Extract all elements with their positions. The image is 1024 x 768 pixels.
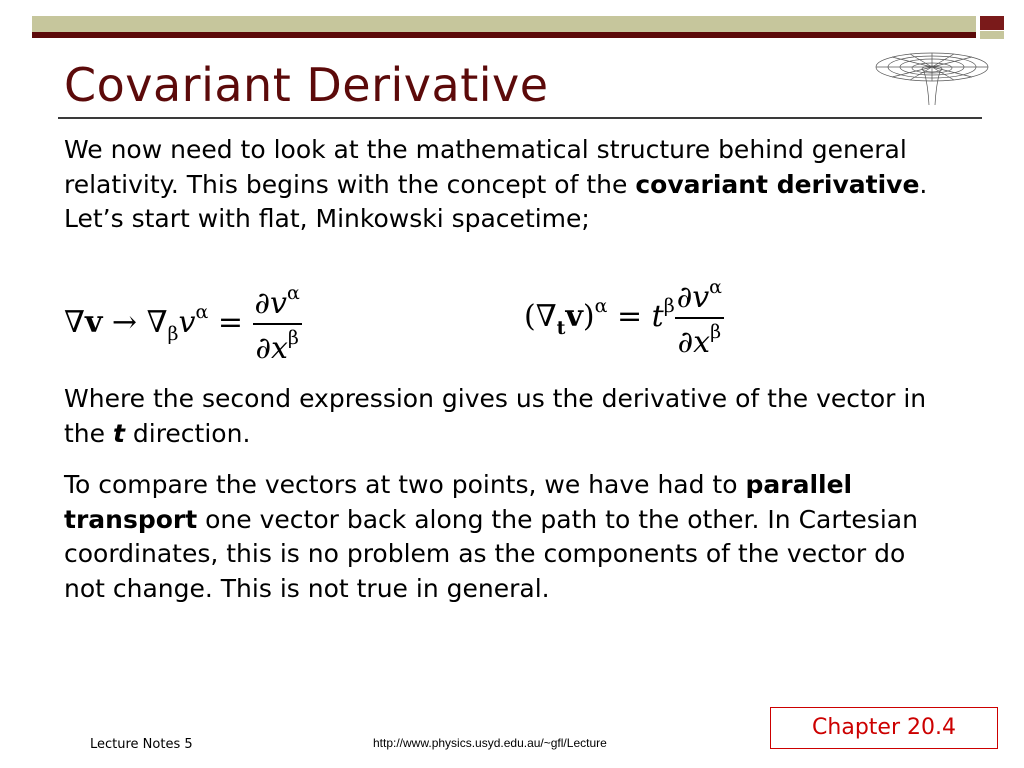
eq1-equals: = — [208, 305, 253, 340]
eq2-close: ) — [582, 299, 595, 334]
explanation-text-end: direction. — [124, 418, 251, 448]
eq1-fraction — [253, 282, 302, 366]
parallel-transport-paragraph — [64, 468, 944, 606]
term-parallel-transport: parallel transport — [64, 470, 853, 534]
slide-title: Covariant Derivative — [64, 58, 549, 112]
corner-square-light — [980, 31, 1004, 39]
corner-square-dark — [980, 16, 1004, 30]
chapter-reference-box: Chapter 20.4 — [770, 707, 998, 749]
eq2-equals-t: = t — [607, 299, 664, 334]
footer-url[interactable]: http://www.physics.usyd.edu.au/~gfl/Lecture — [373, 736, 607, 750]
footer-lecture-label: Lecture Notes 5 — [90, 737, 193, 752]
intro-text-start: We now need to look at the mathematical structure behind general relativity. This begins with the concept of the — [64, 135, 907, 199]
eq1-numerator: $\partial v^\alpha$ — [253, 282, 302, 325]
eq1-sup-alpha: α — [195, 301, 209, 323]
eq1-v: v — [178, 305, 196, 340]
equation-directional-derivative — [524, 276, 724, 360]
title-divider — [58, 117, 982, 119]
eq2-sub-t: t — [556, 317, 566, 339]
eq2-denominator: $\partial x^\beta$ — [677, 321, 722, 360]
eq2-sup-alpha: α — [594, 295, 608, 317]
eq2-t-sup-beta: β — [663, 295, 675, 317]
eq1-denominator: $\partial x^\beta$ — [255, 327, 299, 366]
eq1-nabla: ∇ — [64, 305, 85, 340]
term-t-direction: t — [112, 418, 125, 448]
eq1-vector-v: v — [84, 305, 103, 340]
transport-text-start: To compare the vectors at two points, we have had to — [64, 470, 746, 499]
transport-text-end: one vector back along the path to the other. In Cartesian coordinates, this is no problem as the components of the vector do not change. This is not true in general. — [64, 504, 918, 603]
term-covariant-derivative: covariant derivative — [635, 169, 920, 199]
eq2-open: (∇ — [524, 299, 557, 334]
intro-paragraph — [64, 133, 944, 237]
spacetime-curvature-funnel-icon — [872, 45, 992, 107]
header-rule — [32, 32, 976, 38]
equation-gradient — [64, 282, 302, 366]
intro-text-end: . Let’s start with flat, Minkowski spacetime; — [64, 169, 928, 233]
eq1-arrow-nabla: → ∇ — [102, 305, 168, 340]
eq2-numerator: $\partial v^\alpha$ — [675, 276, 724, 319]
header-bar — [32, 16, 976, 32]
explanation-paragraph — [64, 382, 944, 451]
eq2-vector-v: v — [565, 299, 583, 334]
eq2-fraction — [675, 276, 724, 360]
explanation-text-start: Where the second expression gives us the derivative of the vector in the — [64, 384, 927, 448]
eq1-sub-beta: β — [167, 323, 179, 345]
